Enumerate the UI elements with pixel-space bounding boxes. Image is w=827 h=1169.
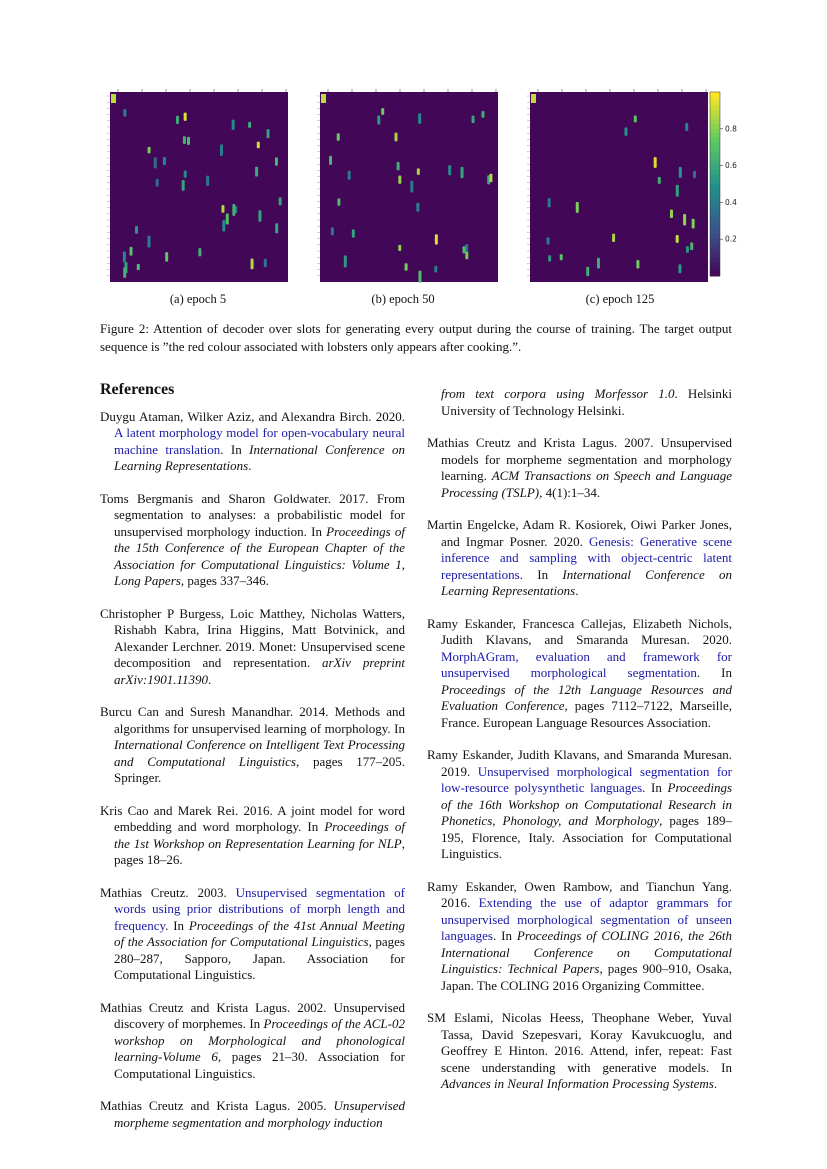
colorbar-segment	[710, 193, 720, 198]
colorbar-segment	[710, 202, 720, 207]
heatmap-cell	[344, 255, 347, 267]
heatmap-cell	[670, 209, 673, 218]
reference-text: , pages 900–910, Osaka, Japan. The COLING 2016 Organizing Committee.	[441, 961, 733, 993]
heatmap-cell	[184, 113, 187, 121]
reference-link[interactable]: MorphAGram, evaluation and framework for unsupervised morphological segmentation	[441, 648, 732, 680]
heatmap-cell	[148, 147, 151, 154]
heatmap-cell	[586, 267, 589, 276]
reference-link[interactable]: Unsupervised segmentation of words using prior distributions of morph length and frequency	[114, 884, 405, 933]
heatmap-cell	[267, 129, 270, 138]
reference-text: , pages 7112–7122, Marseille, France. European Language Resources Association.	[441, 698, 732, 730]
heatmap-panel-epoch-125	[518, 88, 748, 288]
reference-text: Mathias Creutz and Krista Lagus. 2005.	[100, 1098, 334, 1113]
heatmap-cell	[135, 226, 138, 234]
reference-link[interactable]: Unsupervised morphological segmentation for low-resource polysynthetic languages	[441, 763, 733, 795]
reference-text: . In	[519, 566, 563, 582]
heatmap-cell	[417, 168, 420, 175]
colorbar-segment	[710, 115, 720, 120]
heatmap-cell	[163, 157, 166, 165]
heatmap-cell	[183, 136, 186, 144]
reference-text: , pages 18–26.	[114, 835, 405, 867]
reference-entry	[100, 704, 405, 787]
colorbar-segment	[710, 120, 720, 125]
heatmap-cell	[220, 144, 223, 156]
reference-venue: Proceedings of the 1st Workshop on Representation Learning for NLP	[114, 819, 405, 851]
reference-link[interactable]: Extending the use of adaptor grammars for unsupervised morphological segmentation of unseen languages	[441, 895, 732, 943]
heatmap-cell	[560, 254, 563, 260]
reference-text: .	[208, 671, 212, 687]
colorbar-tick-label: 0.8	[725, 124, 737, 134]
reference-venue: Proceedings of COLING 2016, the 26th International Conference on Computational Linguistics: Technical Papers	[441, 928, 732, 976]
heatmap-cell	[434, 266, 437, 273]
colorbar-segment	[710, 101, 720, 106]
heatmap-cell	[418, 271, 421, 283]
heatmap-cell	[679, 167, 682, 178]
heatmap-cell	[683, 214, 686, 225]
heatmap-cell	[410, 181, 413, 193]
reference-text: , pages 337–346.	[180, 573, 269, 588]
reference-entry	[100, 606, 405, 689]
reference-text: , pages 280–287, Sapporo, Japan. Association for Computational Linguistics.	[114, 934, 405, 982]
colorbar-segment	[710, 92, 720, 97]
colorbar-segment	[710, 235, 720, 240]
heatmap-cell	[398, 245, 401, 251]
heatmap-cell	[636, 260, 639, 269]
colorbar-tick-label: 0.4	[725, 197, 737, 207]
colorbar-segment	[710, 179, 720, 184]
reference-link[interactable]: A latent morphology model for open-vocabulary neural machine translation	[114, 425, 405, 457]
references-left-column	[100, 382, 405, 1147]
heatmap-cell	[321, 94, 326, 103]
reference-venue: ACM Transactions on Speech and Language Processing (TSLP)	[441, 468, 733, 500]
heatmap-cell	[397, 162, 400, 170]
heatmap-cell	[381, 108, 384, 115]
heatmap-cell	[137, 264, 140, 270]
reference-text: , pages 21–30. Association for Computational Linguistics.	[114, 1049, 406, 1081]
reference-venue: arXiv preprint arXiv:1901.11390	[114, 655, 406, 687]
colorbar-segment	[710, 97, 720, 102]
colorbar-segment	[710, 230, 720, 235]
reference-entry	[100, 409, 405, 475]
heatmap-cell	[576, 202, 579, 213]
heatmap-cell	[489, 174, 492, 182]
references-heading: References	[100, 381, 175, 398]
colorbar-segment	[710, 216, 720, 221]
heatmap-cell	[147, 236, 150, 248]
colorbar-segment	[710, 212, 720, 217]
colorbar-segment	[710, 207, 720, 212]
colorbar-tick-label: 0.2	[725, 234, 737, 244]
reference-text: Duygu Ataman, Wilker Aziz, and Alexandra Birch. 2020.	[100, 408, 405, 424]
reference-text: . In	[165, 917, 189, 933]
references-right-column	[427, 386, 732, 1109]
heatmap-cell	[111, 94, 116, 103]
colorbar-segment	[710, 239, 720, 244]
reference-text: , pages 189–195, Florence, Italy. Association for Computational Linguistics.	[441, 813, 732, 861]
reference-entry	[100, 885, 405, 984]
heatmap-cell	[258, 210, 261, 222]
heatmap-cell	[198, 248, 201, 256]
heatmap-cell	[232, 204, 235, 216]
reference-text: Kris Cao and Marek Rei. 2016. A joint model for word embedding and word morphology. In	[100, 802, 405, 834]
heatmap-cell	[329, 156, 332, 165]
reference-entry	[427, 616, 732, 732]
heatmap-cell	[187, 137, 190, 145]
heatmap-cell	[257, 142, 260, 149]
heatmap-background	[320, 92, 498, 282]
heatmap-cell	[130, 247, 133, 256]
heatmap-cell	[548, 255, 551, 261]
heatmap-epoch-125	[518, 88, 748, 288]
heatmap-cell	[547, 237, 550, 244]
heatmap-cell	[461, 167, 464, 178]
reference-entry	[100, 491, 405, 590]
heatmap-cell	[690, 242, 693, 250]
heatmap-cell	[395, 133, 398, 142]
reference-entry	[100, 803, 405, 869]
colorbar-segment	[710, 271, 720, 276]
heatmap-cell	[248, 122, 251, 128]
heatmap-cell	[222, 220, 225, 231]
heatmap-cell	[279, 197, 282, 205]
heatmap-cell	[255, 167, 258, 177]
heatmap-cell	[123, 109, 126, 117]
heatmap-cell	[156, 179, 159, 187]
reference-venue: International Conference on Intelligent Text Processing and Computational Linguistics	[114, 737, 405, 769]
heatmap-cell	[348, 171, 351, 180]
reference-text: Ramy Eskander, Owen Rambow, and Tianchun Yang. 2016.	[427, 878, 732, 910]
colorbar-segment	[710, 110, 720, 115]
heatmap-cell	[416, 203, 419, 212]
colorbar-segment	[710, 184, 720, 189]
figure-caption: Figure 2: Attention of decoder over slots for generating every output during the course of training. The target output sequence is ”the red colour associated with lobsters only appears after cooking.”.	[100, 321, 732, 354]
reference-venue: from text corpora using Morfessor 1.0	[441, 386, 675, 401]
heatmap-cell	[226, 214, 229, 225]
reference-venue: Unsupervised morpheme segmentation and morphology induction	[114, 1098, 405, 1130]
reference-text: Christopher P Burgess, Loic Matthey, Nicholas Watters, Rishabh Kabra, Irina Higgins, Matt Botvinick, and Alexander Lerchner. 2019. Monet: Unsupervised scene decomposition and representation.	[100, 605, 405, 670]
colorbar-tick-label: 0.6	[725, 161, 737, 171]
reference-venue: Proceedings of the 15th Conference of the European Chapter of the Association for Computational Linguistics: Volume 1, Long Papers	[114, 523, 405, 588]
heatmap-cell	[685, 123, 688, 131]
reference-entry	[427, 435, 732, 501]
heatmap-cell	[251, 258, 254, 269]
colorbar-segment	[710, 124, 720, 129]
heatmap-cell	[398, 175, 401, 183]
reference-text: . In	[696, 665, 732, 680]
reference-text: . In	[642, 780, 668, 795]
reference-venue: Proceedings of the 41st Annual Meeting of the Association for Computational Linguistics	[114, 917, 405, 949]
heatmap-cell	[654, 157, 657, 168]
reference-text: Mathias Creutz and Krista Lagus. 2002. Unsupervised discovery of morphemes. In	[100, 999, 405, 1031]
heatmap-cell	[176, 116, 179, 124]
heatmap-cell	[435, 234, 438, 244]
reference-text: .	[713, 1076, 718, 1091]
colorbar-segment	[710, 133, 720, 138]
reference-text: Toms Bergmanis and Sharon Goldwater. 2017. From segmentation to analyses: a probabilistic model for unsupervised morphology induction. In	[100, 490, 405, 539]
reference-text: Ramy Eskander, Judith Klavans, and Smaranda Muresan. 2019.	[427, 747, 732, 779]
reference-text: Mathias Creutz. 2003.	[100, 884, 236, 900]
reference-text: Mathias Creutz and Krista Lagus. 2007. Unsupervised models for morpheme segmentation and morphology learning.	[427, 435, 732, 483]
colorbar-segment	[710, 198, 720, 203]
heatmap-cell	[465, 252, 468, 259]
reference-entry	[427, 747, 732, 863]
colorbar-segment	[710, 262, 720, 267]
heatmap-cell	[182, 180, 185, 191]
heatmap-cell	[448, 165, 451, 175]
reference-venue: Proceedings of the 12th Language Resources and Evaluation Conference	[441, 681, 732, 713]
heatmap-cell	[472, 116, 475, 123]
colorbar-segment	[710, 175, 720, 180]
heatmap-panel-epoch-5	[98, 88, 298, 288]
subcaption-b: (b) epoch 50	[371, 292, 435, 306]
colorbar-segment	[710, 170, 720, 175]
colorbar-segment	[710, 221, 720, 226]
heatmap-cell	[123, 251, 126, 262]
heatmap-cell	[531, 94, 536, 103]
heatmap-cell	[418, 113, 421, 124]
heatmap-cell	[612, 234, 615, 242]
reference-text: , 4(1):1–34.	[539, 484, 601, 500]
heatmap-cell	[232, 120, 235, 130]
colorbar-segment	[710, 267, 720, 272]
colorbar-segment	[710, 106, 720, 111]
heatmap-cell	[184, 171, 187, 178]
heatmap-cell	[377, 115, 380, 124]
subcaption-c: (c) epoch 125	[585, 292, 655, 306]
reference-text: Ramy Eskander, Francesca Callejas, Elizabeth Nichols, Judith Klavans, and Smaranda Muresan. 2020.	[427, 615, 732, 647]
reference-text: Burcu Can and Suresh Manandhar. 2014. Methods and algorithms for unsupervised learning of morphology. In	[100, 704, 405, 736]
heatmap-cell	[676, 235, 679, 243]
heatmap-cell	[165, 252, 168, 262]
heatmap-cell	[337, 198, 340, 205]
reference-venue: Proceedings of the ACL-02 workshop on Morphological and phonological learning-Volume 6	[114, 1016, 405, 1064]
heatmap-cell	[154, 157, 157, 168]
reference-entry	[100, 1098, 405, 1131]
colorbar-segment	[710, 161, 720, 166]
reference-text: , pages 177–205. Springer.	[114, 753, 405, 785]
heatmap-cell	[548, 198, 551, 207]
heatmap-epoch-50	[308, 88, 508, 288]
reference-text: . In	[220, 441, 250, 457]
heatmap-epoch-5	[98, 88, 298, 288]
heatmap-cell	[275, 157, 278, 165]
colorbar-segment	[710, 244, 720, 249]
heatmap-cell	[624, 127, 627, 136]
heatmap-cell	[678, 264, 681, 273]
heatmap-cell	[331, 227, 334, 235]
heatmap-background	[530, 92, 708, 282]
reference-text: Martin Engelcke, Adam R. Kosiorek, Oiwi Parker Jones, and Ingmar Posner. 2020.	[427, 517, 732, 549]
heatmap-cell	[123, 267, 126, 278]
heatmap-cell	[337, 133, 340, 140]
heatmap-cell	[658, 177, 661, 184]
reference-entry	[100, 1000, 405, 1083]
heatmap-cell	[686, 246, 689, 253]
heatmap-cell	[405, 263, 408, 270]
reference-entry	[427, 386, 732, 419]
reference-entry	[427, 879, 732, 995]
colorbar-segment	[710, 166, 720, 171]
colorbar-segment	[710, 129, 720, 134]
reference-text: SM Eslami, Nicolas Heess, Theophane Weber, Yuval Tassa, David Szepesvari, Koray Kavukcuoglu, and Geoffrey E Hinton. 2016. Attend, infer, repeat: Fast scene understanding with generative models. In	[427, 1010, 732, 1075]
heatmap-cell	[693, 171, 696, 178]
heatmap-cell	[462, 246, 465, 253]
colorbar-segment	[710, 138, 720, 143]
reference-text: .	[575, 583, 579, 598]
colorbar-segment	[710, 189, 720, 194]
reference-entry	[427, 1010, 732, 1093]
reference-venue: Proceedings of the 16th Workshop on Computational Research in Phonetics, Phonology, and Morphology	[441, 780, 732, 828]
heatmap-cell	[221, 205, 224, 213]
heatmap-cell	[275, 223, 278, 233]
colorbar-segment	[710, 143, 720, 148]
heatmap-cell	[597, 258, 600, 269]
heatmap-cell	[206, 176, 209, 186]
heatmap-cell	[692, 219, 695, 229]
colorbar-segment	[710, 253, 720, 258]
colorbar-segment	[710, 258, 720, 263]
heatmap-cell	[481, 111, 484, 118]
heatmap-cell	[634, 116, 637, 123]
reference-venue: Advances in Neural Information Processing Systems	[441, 1076, 714, 1091]
colorbar-segment	[710, 225, 720, 230]
heatmap-panel-epoch-50	[308, 88, 508, 288]
reference-entry	[427, 517, 732, 600]
subcaption-a: (a) epoch 5	[169, 292, 227, 306]
reference-venue: International Conference on Learning Representations	[114, 441, 405, 473]
heatmap-cell	[352, 229, 355, 237]
attention-figure	[98, 88, 738, 308]
colorbar-segment	[710, 248, 720, 253]
heatmap-cell	[676, 185, 679, 197]
reference-text: . In	[492, 928, 517, 943]
colorbar-segment	[710, 147, 720, 152]
colorbar-segment	[710, 156, 720, 161]
heatmap-cell	[264, 259, 267, 267]
reference-venue: International Conference on Learning Representations	[441, 566, 732, 598]
reference-text: . Helsinki University of Technology Helsinki.	[441, 386, 732, 418]
reference-link[interactable]: Genesis: Generative scene inference and sampling with object-centric latent representations	[441, 533, 732, 582]
reference-text: .	[248, 458, 252, 473]
colorbar-segment	[710, 152, 720, 157]
